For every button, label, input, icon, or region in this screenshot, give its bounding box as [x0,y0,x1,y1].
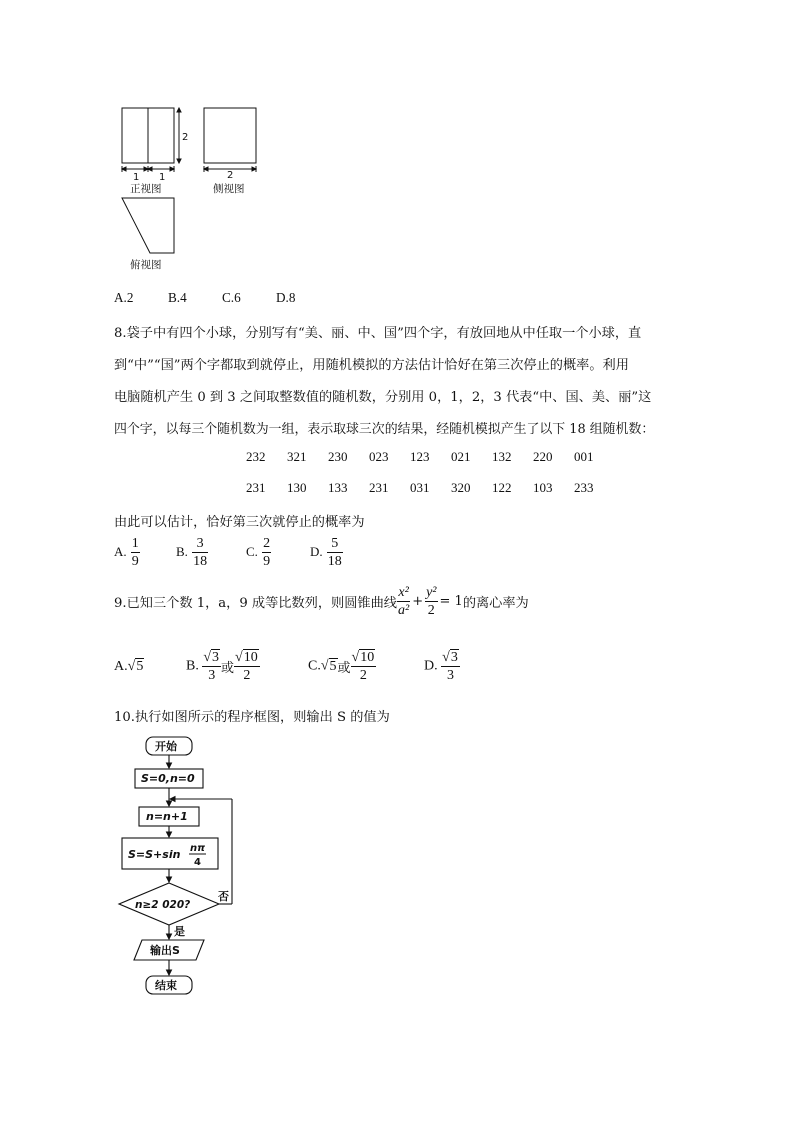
rand-1-6: 021 [451,449,471,464]
flow-init-text: S=0,n=0 [141,772,195,785]
q9-option-b-root2: 10 [243,650,258,665]
top-view-label: 俯视图 [130,259,162,271]
q9-eq-term2 [425,584,437,619]
flow-output-text: 输出S [150,944,180,957]
flow-yes-label: 是 [174,925,185,938]
q9-option-a-label: A. [114,659,128,674]
q8-option-d-label: D. [310,544,323,559]
dim-1b: 1 [159,172,166,183]
sqrt-symbol: √ [127,659,136,674]
q9-option-b-label: B. [186,658,199,674]
side-view-label: 侧视图 [213,183,245,195]
q9-option-c-or: 或 [337,661,351,676]
three-view-figure [110,100,270,275]
q7-options [114,290,295,306]
q9-eq-num2: y² [426,585,437,600]
q8-option-a-num: 1 [131,536,139,551]
q9-option-c-root2: 10 [360,650,375,665]
q7-option-b: B.4 [168,290,187,305]
q8-options [114,535,343,570]
q9-option-c-root1: 5 [329,658,337,674]
q8-option-d-den: 18 [327,554,342,569]
q9-question [114,584,529,619]
rand-1-8: 220 [533,449,553,464]
dim-2-height: 2 [182,132,189,143]
side-view [204,108,256,172]
q8-option-b-num: 3 [192,535,208,553]
rand-1-4: 023 [369,449,389,464]
q9-prefix: 9.已知三个数 1，a，9 成等比数列，则圆锥曲线 [114,596,397,611]
rand-2-4: 231 [369,480,389,495]
q9-eq-num1: x² [398,585,409,600]
q9-option-d-label: D. [424,658,438,674]
q9-option-d-root: 3 [450,650,458,665]
rand-2-8: 103 [533,480,553,495]
q9-option-b-frac2: $\frac{√10}{2}$ [235,650,258,683]
q8-option-b-label: B. [176,544,188,559]
rand-1-9: 001 [574,449,594,464]
q8-line-1: 8.袋子中有四个小球，分别写有“美、丽、中、国”四个字，有放回地从中任取一个小球，直 [114,326,642,341]
q9-option-c-den2: 2 [359,668,367,683]
random-numbers-row-1 [246,449,615,465]
rand-2-5: 031 [410,480,430,495]
q7-option-c: C.6 [222,290,241,305]
flowchart [110,732,250,1002]
q9-eq-den2: 2 [427,603,435,618]
q9-option-b-frac1: $\frac{√3}{3}$ [203,650,220,683]
q9-eq-den1: a² [397,603,410,618]
q8-line-2: 到“中”“国”两个字都取到就停止，用随机模拟的方法估计恰好在第三次停止的概率。利用 [114,358,629,373]
rand-1-5: 123 [410,449,430,464]
q8-line-3: 电脑随机产生 0 到 3 之间取整数值的随机数，分别用 0，1，2，3 代表“中、国、美、丽”这 [114,390,652,405]
rand-2-7: 122 [492,480,512,495]
rand-1-7: 132 [492,449,512,464]
q10-question: 10.执行如图所示的程序框图，则输出 S 的值为 [114,710,390,725]
q7-option-d: D.8 [276,290,296,305]
q9-option-c-label: C. [308,658,321,674]
q9-eq-plus: + [412,594,424,609]
q8-option-b-den: 18 [193,554,208,569]
q9-option-c-frac: $\frac{√10}{2}$ [351,650,375,683]
q8-option-c-label: C. [246,544,258,559]
rand-1-1: 232 [246,449,266,464]
q9-eq-rhs: = 1 [439,594,463,609]
flow-start-text: 开始 [155,740,177,753]
random-numbers-row-2 [246,480,615,496]
q9-option-b-root1: 3 [212,650,220,665]
rand-2-6: 320 [451,480,471,495]
q7-option-a: A.2 [114,290,134,305]
q8-option-a-label: A. [114,544,127,559]
q8-option-d-fraction [327,535,343,570]
flow-update-den: 4 [194,857,201,868]
dim-1a: 1 [133,172,140,183]
rand-1-3: 230 [328,449,348,464]
q8-conclusion: 由此可以估计，恰好第三次就停止的概率为 [114,515,365,530]
rand-1-2: 321 [287,449,307,464]
q9-option-b-den2: 2 [243,668,251,683]
front-view-label: 正视图 [130,183,162,195]
q8-option-a-den: 9 [131,554,139,569]
q8-option-c-num: 2 [263,536,271,551]
top-view [122,198,174,253]
rand-2-1: 231 [246,480,266,495]
flow-inc-text: n=n+1 [146,810,188,823]
q9-option-b-den1: 3 [208,668,216,683]
q9-option-d-den: 3 [446,668,454,683]
q9-suffix: 的离心率为 [462,596,529,611]
q9-eq-term1 [397,584,410,619]
q8-option-b-fraction [192,535,208,570]
q8-line-4: 四个字，以每三个随机数为一组，表示取球三次的结果，经随机模拟产生了以下 18 组随机数： [114,422,655,437]
q9-options: A.√5 B. $\frac{√3}{3}$ 或 $\frac{√10}{2}$ C.√5或 $\frac{√10}{2}$ D. $\frac{√3}{3}$ [114,650,458,683]
q9-option-b-or: 或 [221,661,235,676]
flow-update-lhs: S=S+sin [128,848,181,861]
q8-option-a-fraction [131,535,140,570]
rand-2-3: 133 [328,480,348,495]
rand-2-2: 130 [287,480,307,495]
q8-option-d-num: 5 [327,535,343,553]
q8-option-c-fraction [262,535,271,570]
front-view [122,108,181,172]
flow-update-num: nπ [190,843,206,854]
q9-option-a-root: 5 [136,659,144,674]
flow-end-text: 结束 [155,979,177,992]
flow-no-label: 否 [218,890,229,903]
q8-option-c-den: 9 [263,554,271,569]
flow-cond-text: n≥2 020? [135,899,191,911]
q9-option-d-frac: $\frac{√3}{3}$ [442,650,458,683]
dim-2-width: 2 [227,170,234,181]
rand-2-9: 233 [574,480,594,495]
